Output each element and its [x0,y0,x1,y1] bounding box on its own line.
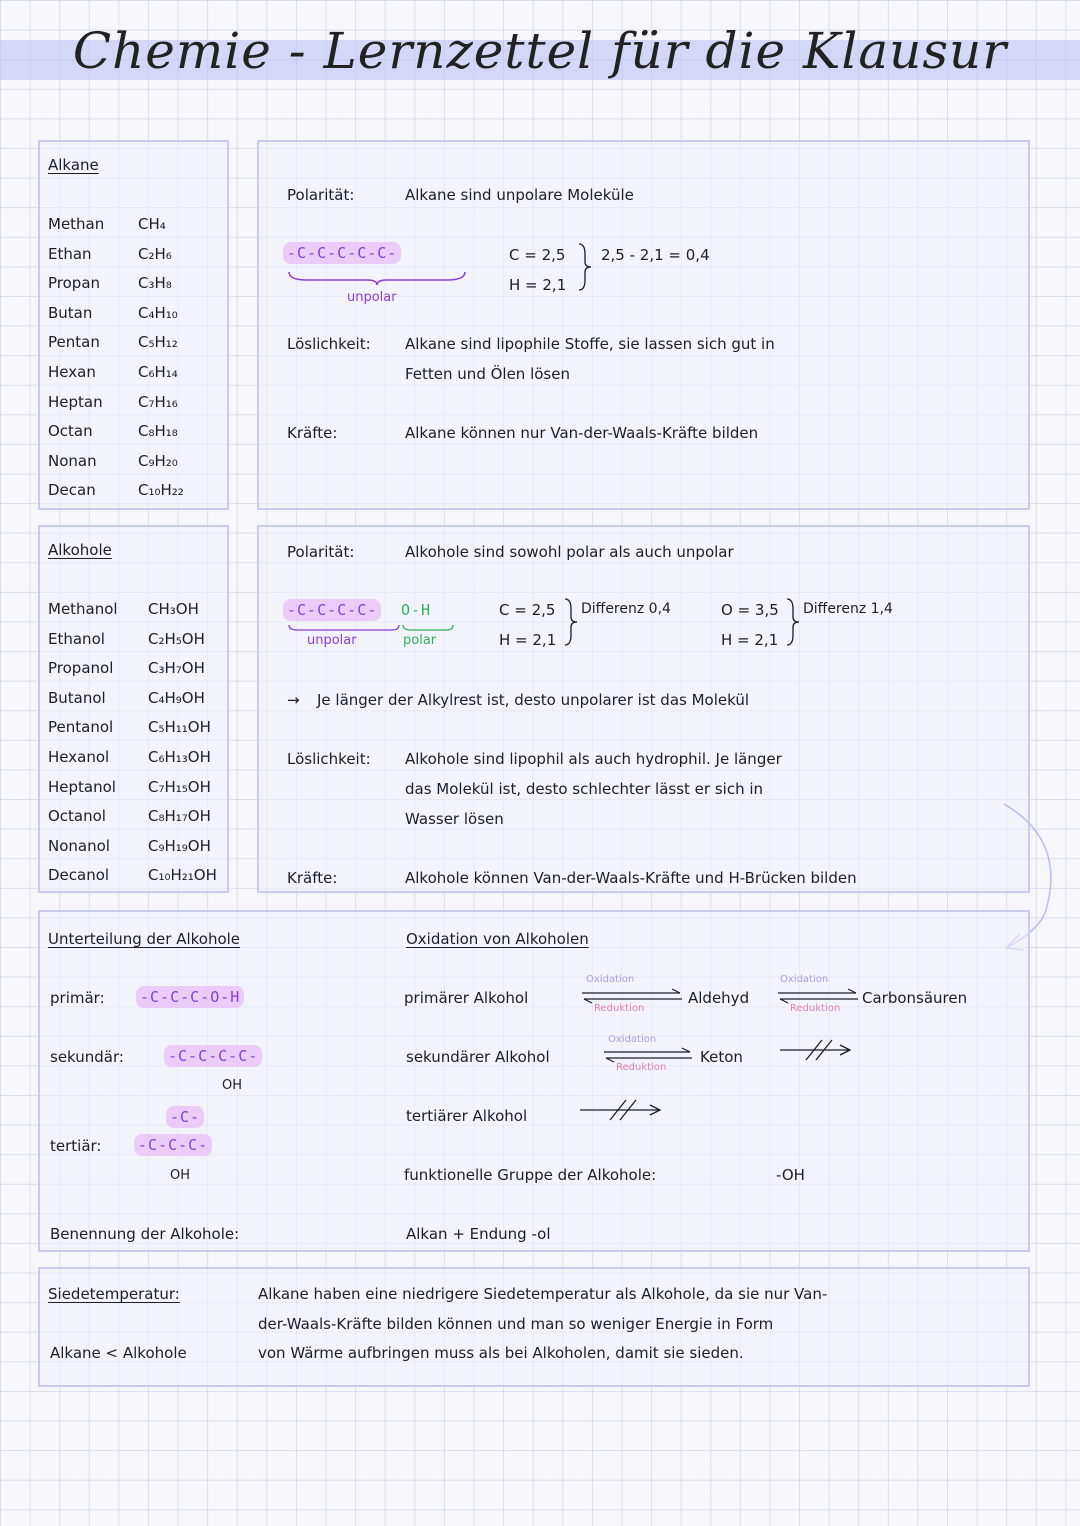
list-item-name: Butan [48,303,93,322]
alkane-polarity-label: Polarität: [287,186,355,204]
funktionelle-gruppe-label: funktionelle Gruppe der Alkohole: [404,1166,657,1184]
alkohole-info-box [257,525,1030,893]
alkohole-oh-part: O-H [401,601,432,619]
list-item-name: Heptanol [48,777,116,796]
list-item-formula: C₆H₁₃OH [148,748,211,766]
alkohole-polarity-text: Alkohole sind sowohl polar als auch unpolar [405,543,734,561]
tertiaer-label: tertiär: [50,1137,102,1155]
siede-line1: Alkane haben eine niedrigere Siedetemperatur als Alkohole, da sie nur Van- [258,1285,828,1303]
list-item-formula: C₈H₁₈ [138,422,178,441]
einteilung-heading: Unterteilung der Alkohole [48,930,241,948]
alkohole-solubility-label: Löslichkeit: [287,750,371,768]
list-item-formula: C₁₀H₂₁OH [148,866,217,885]
list-item-name: Pentan [48,333,100,352]
oxidation-label-3: Oxidation [608,1034,657,1045]
list-item-formula: C₃H₇OH [148,659,205,678]
alkohole-en-o: O = 3,5 [721,601,779,619]
alkane-en-brace [577,242,593,292]
primaer-label: primär: [50,989,105,1007]
alkohole-list-box [38,525,229,893]
alkohole-solubility-line2: das Molekül ist, desto schlechter lässt er sich in [405,780,764,798]
alkohole-polarity-label: Polarität: [287,543,355,561]
alkohole-en-brace-2 [785,597,801,647]
list-item-formula: C₂H₅OH [148,629,205,648]
no-reaction-arrow-2 [576,1096,666,1124]
list-item-formula: C₆H₁₄ [138,363,178,381]
reduktion-label-3: Reduktion [616,1062,667,1073]
list-item-name: Propanol [48,659,114,678]
page-title: Chemie - Lernzettel für die Klausur [72,22,1008,80]
reduktion-label-2: Reduktion [790,1003,841,1014]
alkane-unpolar-label: unpolar [347,290,397,305]
list-item-formula: C₉H₁₉OH [148,836,211,855]
siede-line2: der-Waals-Kräfte bilden können und man so weniger Energie in Form [258,1315,774,1333]
alkane-polarity-text: Alkane sind unpolare Moleküle [405,186,634,204]
alkohole-forces-text: Alkohole können Van-der-Waals-Kräfte und H-Brücken bilden [405,869,857,887]
list-item-name: Ethan [48,244,92,263]
list-item-name: Hexan [48,363,96,381]
alkane-info-box [257,140,1030,510]
alkane-forces-text: Alkane können nur Van-der-Waals-Kräfte bilden [405,424,759,442]
oxidation-heading: Oxidation von Alkoholen [406,930,589,948]
list-item-name: Hexanol [48,748,110,766]
equilibrium-arrow-3 [602,1047,694,1063]
siede-box [38,1267,1030,1387]
siede-compare: Alkane < Alkohole [50,1344,187,1362]
oxidation-tertiaer: tertiärer Alkohol [406,1107,528,1125]
alkohole-en-brace-1 [563,597,579,647]
oxidation-label-2: Oxidation [780,974,829,985]
oxidation-label-1: Oxidation [586,974,635,985]
list-item-formula: CH₃OH [148,600,199,618]
list-item-formula: C₉H₂₀ [138,451,178,470]
list-item-name: Methan [48,215,105,233]
siede-line3: von Wärme aufbringen muss als bei Alkoholen, damit sie sieden. [258,1344,744,1362]
list-item-name: Octan [48,422,93,441]
list-item-formula: C₇H₁₅OH [148,777,211,796]
list-item-formula: C₂H₆ [138,244,172,263]
funktionelle-gruppe-value: -OH [776,1166,805,1184]
list-item-formula: C₅H₁₂ [138,333,178,352]
sekundaer-chain: -C-C-C-C- [164,1045,262,1067]
list-item-name: Propan [48,274,101,293]
list-item-formula: C₈H₁₇OH [148,807,211,826]
alkohole-arrow-icon: → [287,691,300,709]
equilibrium-arrow-2 [776,988,860,1004]
list-item-formula: C₄H₁₀ [138,303,178,322]
alkohole-en-h: H = 2,1 [499,631,557,649]
oxidation-keton: Keton [700,1048,743,1066]
alkane-solubility-line2: Fetten und Ölen lösen [405,365,570,383]
alkohole-en-h2: H = 2,1 [721,631,779,649]
list-item-name: Nonan [48,451,97,470]
oxidation-sekundaer: sekundärer Alkohol [406,1048,550,1066]
primaer-chain: -C-C-C-O-H [136,986,244,1008]
alkohole-en-c: C = 2,5 [499,601,556,619]
alkane-en-diff: 2,5 - 2,1 = 0,4 [601,246,710,264]
alkohole-arrow-note: Je länger der Alkylrest ist, desto unpolarer ist das Molekül [317,691,750,709]
siede-heading: Siedetemperatur: [48,1285,180,1303]
alkohole-polar-brace [287,623,457,633]
list-item-formula: C₇H₁₆ [138,392,178,411]
list-item-formula: C₅H₁₁OH [148,718,211,737]
sekundaer-oh: OH [222,1078,243,1093]
list-item-name: Methanol [48,600,118,618]
oxidation-primaer: primärer Alkohol [404,989,529,1007]
alkohole-diff-2: Differenz 1,4 [803,601,893,617]
sekundaer-label: sekundär: [50,1048,124,1066]
alkane-forces-label: Kräfte: [287,424,338,442]
list-item-name: Decanol [48,866,110,885]
list-item-name: Ethanol [48,629,105,648]
alkohole-chain: -C-C-C-C- [283,599,381,621]
list-item-formula: C₁₀H₂₂ [138,481,184,500]
list-item-name: Nonanol [48,836,110,855]
alkane-list-box [38,140,229,510]
tertiaer-chain: -C-C-C- [134,1134,212,1156]
alkohole-forces-label: Kräfte: [287,869,338,887]
list-item-name: Pentanol [48,718,114,737]
list-item-name: Decan [48,481,96,500]
list-item-name: Butanol [48,688,106,707]
equilibrium-arrow-1 [580,988,684,1004]
alkohole-polar-label: polar [403,633,437,648]
alkane-chain: -C-C-C-C-C- [283,242,401,264]
list-item-name: Heptan [48,392,103,411]
alkane-unpolar-brace [287,270,467,286]
alkohole-heading: Alkohole [48,541,112,559]
list-item-formula: CH₄ [138,215,166,233]
list-item-formula: C₄H₉OH [148,688,205,707]
alkane-heading: Alkane [48,156,99,174]
alkohole-diff-1: Differenz 0,4 [581,601,671,617]
tertiaer-oh: OH [170,1168,191,1183]
list-item-formula: C₃H₈ [138,274,172,293]
alkane-solubility-label: Löslichkeit: [287,335,371,353]
alkane-en-h: H = 2,1 [509,276,567,294]
oxidation-carbonsaeure: Carbonsäuren [862,989,968,1007]
reduktion-label-1: Reduktion [594,1003,645,1014]
alkane-solubility-line1: Alkane sind lipophile Stoffe, sie lassen sich gut in [405,335,775,353]
alkohole-unpolar-label: unpolar [307,633,357,648]
benennung-rule: Alkan + Endung -ol [406,1225,551,1243]
oxidation-aldehyd: Aldehyd [688,989,750,1007]
einteilung-oxidation-box [38,910,1030,1252]
tertiaer-top: -C- [166,1106,204,1128]
no-reaction-arrow-1 [776,1036,856,1064]
alkohole-solubility-line3: Wasser lösen [405,810,504,828]
benennung-label: Benennung der Alkohole: [50,1225,240,1243]
alkane-en-c: C = 2,5 [509,246,566,264]
alkohole-solubility-line1: Alkohole sind lipophil als auch hydrophil. Je länger [405,750,782,768]
list-item-name: Octanol [48,807,106,826]
